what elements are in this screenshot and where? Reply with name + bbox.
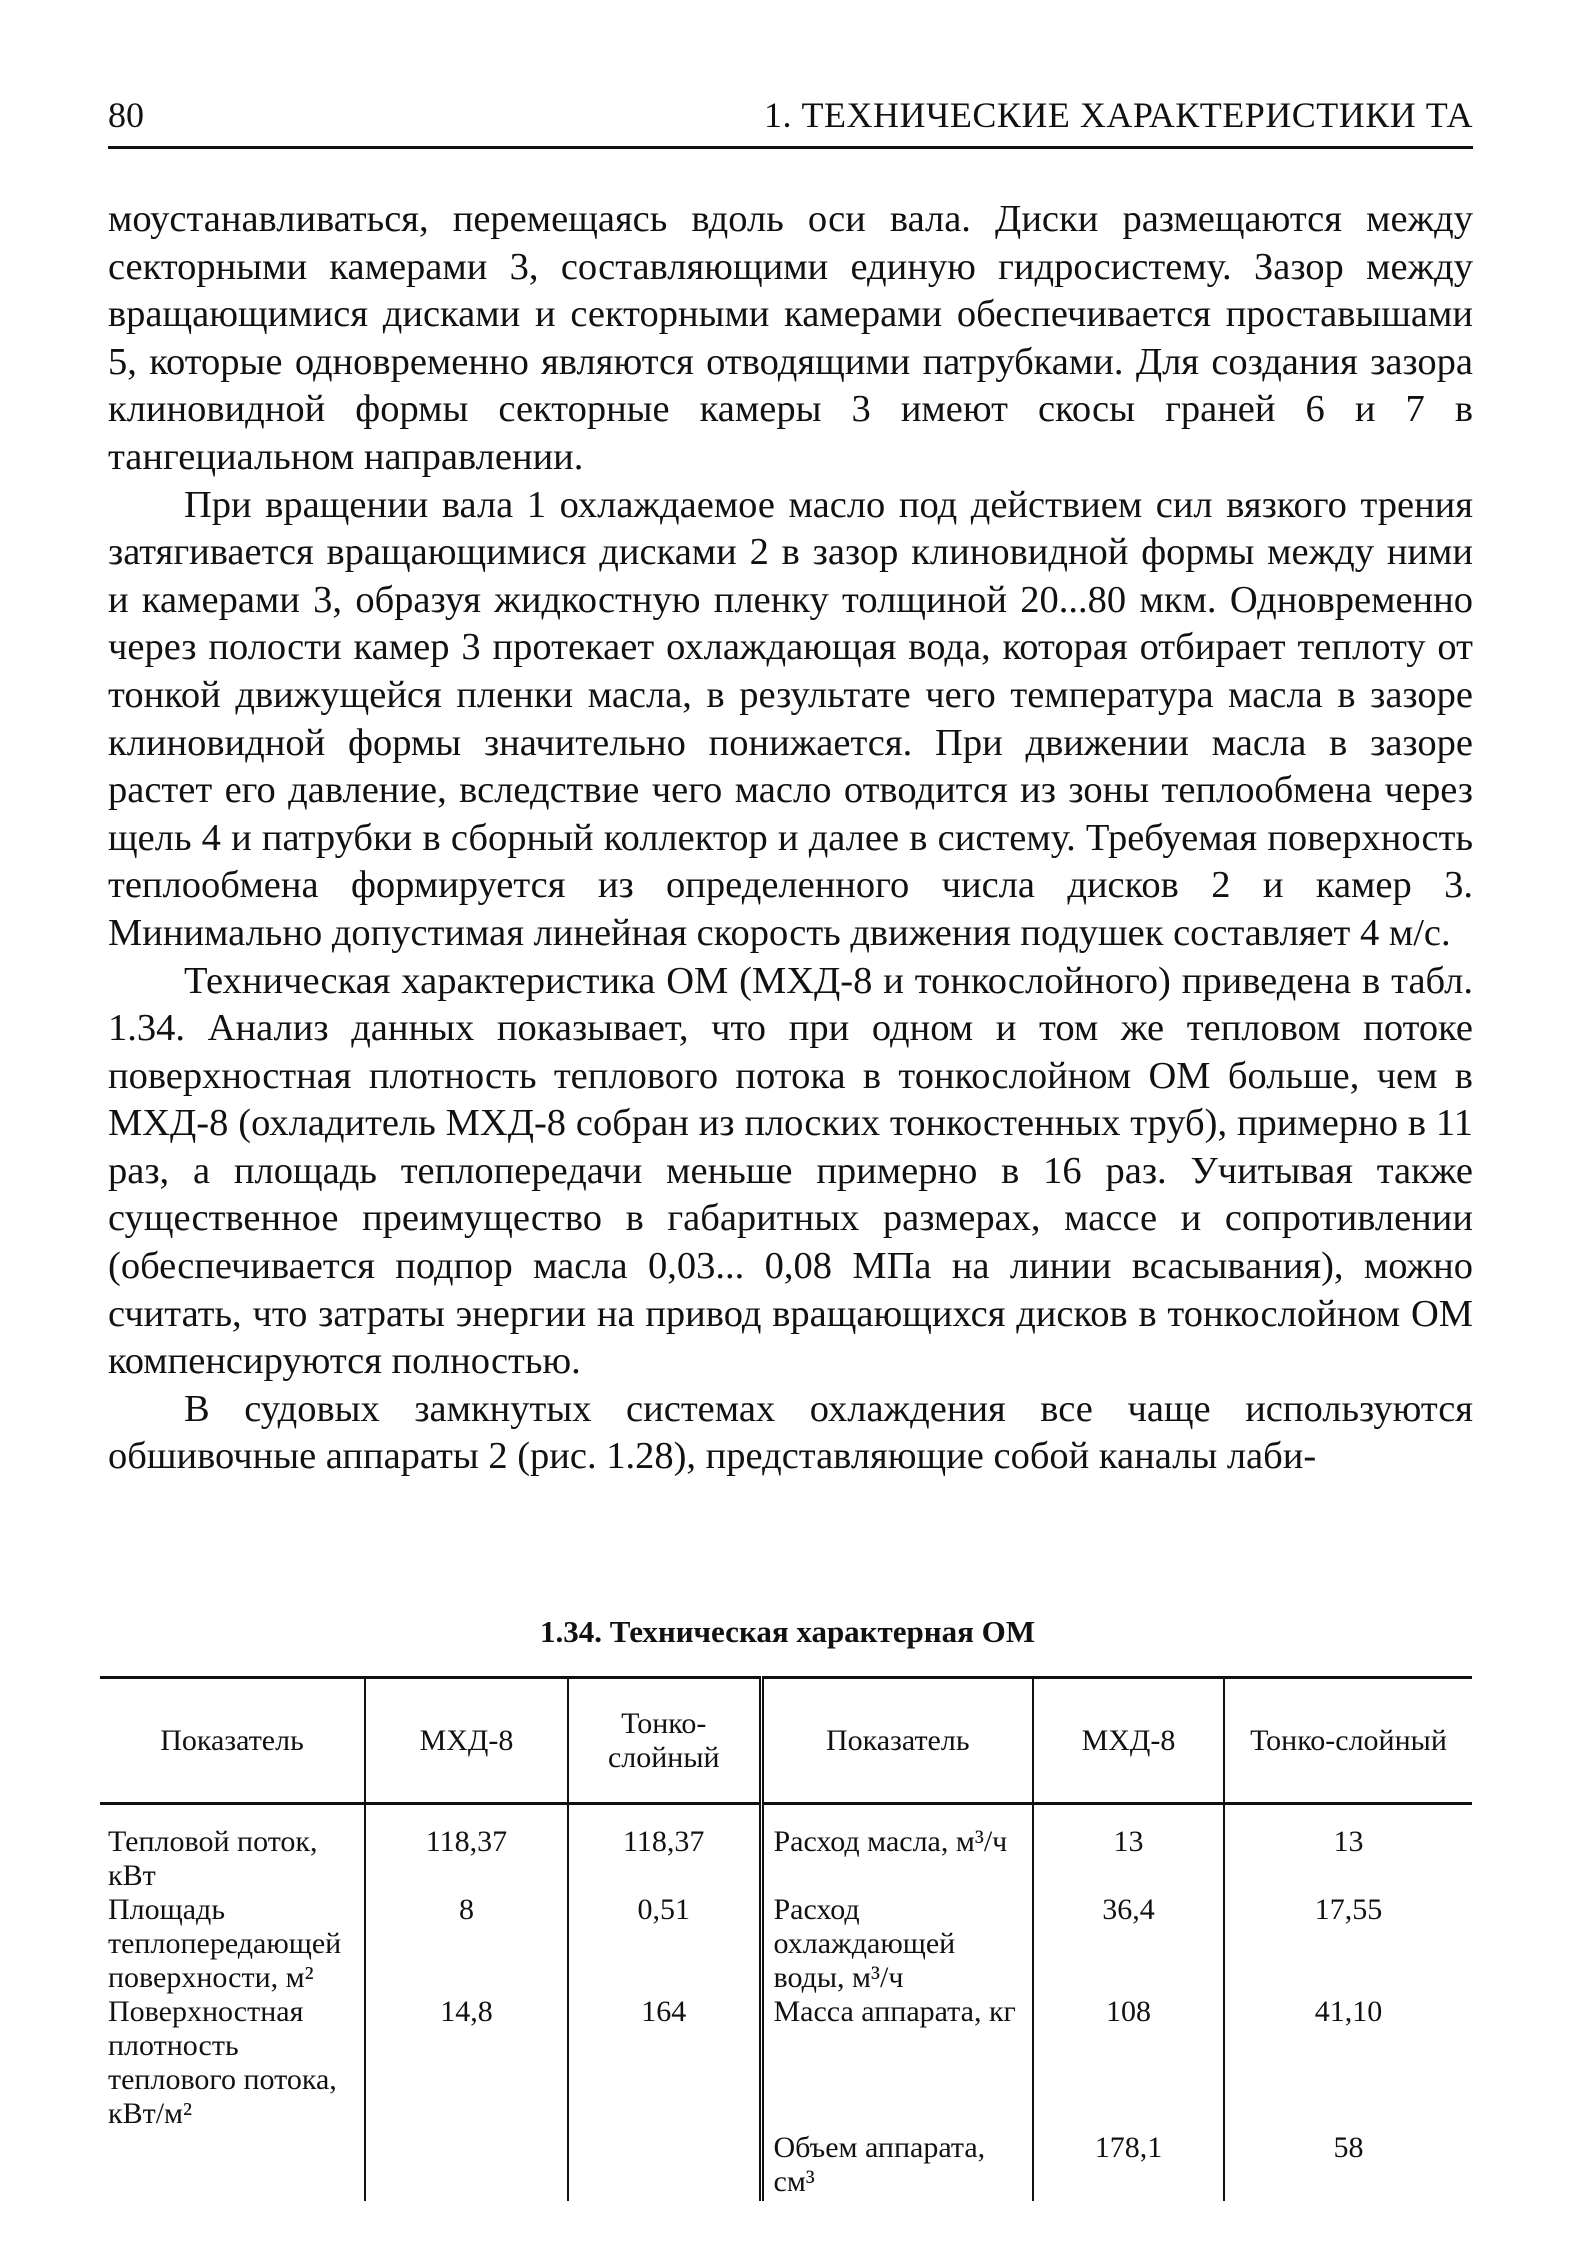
- left-indicator-cell: Площадь теплопередающей поверхности, м²: [108, 1893, 342, 1994]
- body-text: [108, 196, 1473, 1481]
- table-row: [100, 1804, 1472, 1894]
- right-thin-value: 13: [1224, 1804, 1472, 1894]
- left-thin-value: 118,37: [568, 1804, 761, 1894]
- table-row: [100, 1893, 1472, 1995]
- right-mhd-value: 108: [1033, 1995, 1224, 2131]
- page-header: [108, 90, 1473, 149]
- left-thin-value: 164: [568, 1995, 761, 2131]
- left-indicator-cell: Поверхностная плотность теплового потока, кВт/м²: [108, 1995, 337, 2130]
- column-header: Тонко-слойный: [1224, 1678, 1472, 1804]
- column-header: МХД-8: [1033, 1678, 1224, 1804]
- right-thin-value: 17,55: [1224, 1893, 1472, 1995]
- paragraph: При вращении вала 1 охлаждаемое масло под действием сил вязкого трения затягивается вращающимися дисками 2 в зазор клиновидной формы между ними и камерами 3, образуя жидкостную пленку толщиной 20...80 мкм. Одновременно через полости камер 3 протекает охлаждающая вода, которая отбирает теплоту от тонкой движущейся пленки масла, в результате чего температура масла в зазоре клиновидной формы значительно понижается. При движении масла в зазоре растет его давление, вследствие чего масло отводится из зоны теплообмена через щель 4 и патрубки в сборный коллектор и далее в систему. Требуемая поверхность теплообмена формируется из определенного числа дисков 2 и камер 3. Минимально допустимая линейная скорость движения подушек составляет 4 м/с.: [108, 483, 1473, 954]
- empty-cell: [568, 2131, 761, 2201]
- right-thin-value: 58: [1224, 2131, 1472, 2201]
- page-number: 80: [108, 95, 144, 135]
- right-indicator-cell: Расход масла, м³/ч: [761, 1804, 1033, 1894]
- table-header-row: [100, 1678, 1472, 1804]
- right-thin-value: 41,10: [1224, 1995, 1472, 2131]
- empty-cell: [365, 2131, 568, 2201]
- column-header: Тонко-слойный: [568, 1678, 761, 1804]
- left-thin-value: 0,51: [568, 1893, 761, 1995]
- right-mhd-value: 178,1: [1033, 2131, 1224, 2201]
- paragraph: Техническая характеристика ОМ (МХД-8 и тонкослойного) приведена в табл. 1.34. Анализ данных показывает, что при одном и том же тепловом потоке поверхностная плотность теплового потока в тонкослойном ОМ больше, чем в МХД-8 (охладитель МХД-8 собран из плоских тонкостенных труб), примерно в 11 раз, а площадь теплопередачи меньше примерно в 16 раз. Учитывая также существенное преимущество в габаритных размерах, массе и сопротивлении (обеспечивается подпор масла 0,03... 0,08 МПа на линии всасывания), можно считать, что затраты энергии на привод вращающихся дисков в тонкослойном ОМ компенсируются полностью.: [108, 959, 1473, 1383]
- paragraph: В судовых замкнутых системах охлаждения все чаще используются обшивочные аппараты 2 (рис. 1.28), представляющие собой каналы лаби-: [108, 1387, 1473, 1478]
- table-caption: 1.34. Техническая характерная ОМ: [539, 1614, 1036, 1649]
- right-mhd-value: 36,4: [1033, 1893, 1224, 1995]
- left-mhd-value: 118,37: [365, 1804, 568, 1894]
- column-header: Показатель: [160, 1723, 304, 1757]
- right-indicator-cell: Масса аппарата, кг: [761, 1995, 1033, 2131]
- left-mhd-value: 8: [365, 1893, 568, 1995]
- right-indicator-cell: Объем аппарата, см³: [761, 2131, 1033, 2201]
- right-mhd-value: 13: [1033, 1804, 1224, 1894]
- left-mhd-value: 14,8: [365, 1995, 568, 2131]
- running-title: 1. ТЕХНИЧЕСКИЕ ХАРАКТЕРИСТИКИ ТА: [764, 95, 1473, 135]
- column-header: МХД-8: [365, 1678, 568, 1804]
- table-row: [100, 1995, 1472, 2131]
- paragraph: моустанавливаться, перемещаясь вдоль оси вала. Диски размещаются между секторными камерами 3, составляющими единую гидросистему. Зазор между вращающимися дисками и секторными камерами обеспечивается проставышами 5, которые одновременно являются отводящими патрубками. Для создания зазора клиновидной формы секторные камеры 3 имеют скосы граней 6 и 7 в тангециальном направлении.: [108, 198, 1473, 478]
- table-row: [100, 2131, 1472, 2201]
- left-indicator-cell: Тепловой поток, кВт: [108, 1825, 318, 1892]
- right-indicator-cell: Расход охлаждающей воды, м³/ч: [761, 1893, 1033, 1995]
- empty-cell: [100, 2131, 365, 2201]
- column-header: Показатель: [761, 1678, 1033, 1804]
- characteristics-table: [100, 1676, 1472, 2201]
